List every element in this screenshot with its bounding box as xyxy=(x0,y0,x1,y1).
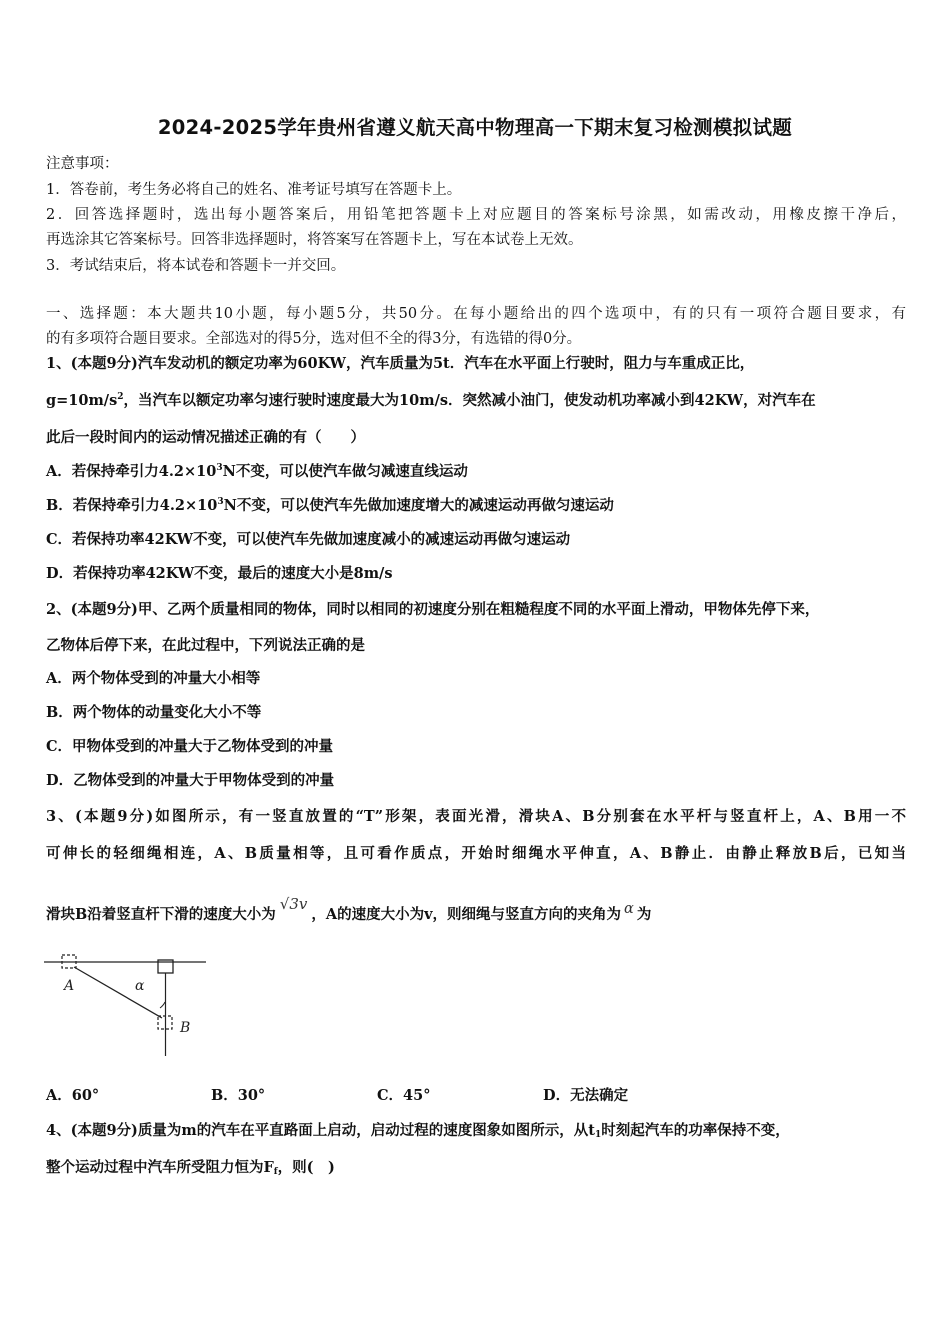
notice-item-3: 3．考试结束后，将本试卷和答题卡一并交回。 xyxy=(46,258,346,274)
q4-stem-line-2: 整个运动过程中汽车所受阻力恒为$F_f$，则( ) xyxy=(46,1159,335,1177)
q2-option-d: D．乙物体受到的冲量大于甲物体受到的冲量 xyxy=(46,772,335,789)
q3-stem-line-1: 3、(本题9分)如图所示，有一竖直放置的“T”形架，表面光滑，滑块A、B分别套在水平杆与竖直杆上，A、B用一不 xyxy=(46,808,906,825)
alpha-symbol: α xyxy=(624,901,634,917)
notice-item-2: 2．回答选择题时，选出每小题答案后，用铅笔把答题卡上对应题目的答案标号涂黑，如需改动，用橡皮擦干净后， xyxy=(46,207,906,223)
q3-stem-line-2: 可伸长的轻细绳相连，A、B质量相等，且可看作质点，开始时细绳水平伸直，A、B静止．由静止释放B后，已知当 xyxy=(46,845,906,862)
section-instructions-line-1: 一、选择题：本大题共10小题，每小题5分，共50分。在每小题给出的四个选项中，有的只有一项符合题目要求，有 xyxy=(46,306,906,322)
angle-arc xyxy=(160,1002,165,1008)
rope xyxy=(74,967,162,1018)
q1-stem-line-2: $g=10m/s^2$，当汽车以额定功率匀速行驶时速度最大为10m/s．突然减小油门，使发动机功率减小到42KW，对汽车在 xyxy=(46,392,816,409)
q2-option-a: A．两个物体受到的冲量大小相等 xyxy=(46,670,261,687)
q1-stem-line-3: 此后一段时间内的运动情况描述正确的有（ ） xyxy=(46,429,365,446)
q1-stem-line-1: 1、(本题9分)汽车发动机的额定功率为60KW，汽车质量为5t．汽车在水平面上行驶时，阻力与车重成正比， xyxy=(46,355,755,372)
q3-option-a: A．60° xyxy=(46,1087,100,1104)
label-a: A xyxy=(64,978,75,994)
notice-item-1: 1．答卷前，考生务必将自己的姓名、准考证号填写在答题卡上。 xyxy=(46,182,462,198)
q1-option-b: B．若保持牵引力$4.2\times 10^3N$不变，可以使汽车先做加速度增大的减速运动再做匀速运动 xyxy=(46,497,614,514)
q1-option-d: D．若保持功率42KW不变，最后的速度大小是8m/s xyxy=(46,565,393,582)
q4-stem-line-1: 4、(本题9分)质量为m的汽车在平直路面上启动，启动过程的速度图象如图所示，从$t_1$时刻起汽车的功率保持不变， xyxy=(46,1122,790,1140)
q3-option-d: D．无法确定 xyxy=(543,1087,629,1104)
q1-option-a: A．若保持牵引力$4.2\times 10^3N$不变，可以使汽车做匀减速直线运动 xyxy=(46,463,468,480)
exam-title: 2024-2025学年贵州省遵义航天高中物理高一下期末复习检测模拟试题 xyxy=(157,116,793,139)
q2-stem-line-2: 乙物体后停下来，在此过程中，下列说法正确的是 xyxy=(46,637,365,654)
notice-heading: 注意事项： xyxy=(46,156,119,172)
q2-option-c: C．甲物体受到的冲量大于乙物体受到的冲量 xyxy=(46,738,334,755)
label-b: B xyxy=(180,1020,191,1036)
q1-option-c: C．若保持功率42KW不变，可以使汽车先做加速度减小的减速运动再做匀速运动 xyxy=(46,531,571,548)
q3-stem-line-3: 滑块B沿着竖直杆下滑的速度大小为√3v，A的速度大小为v，则细绳与竖直方向的夹角为 α 为 xyxy=(46,895,652,923)
label-alpha: α xyxy=(135,978,145,994)
q2-stem-line-1: 2、(本题9分)甲、乙两个质量相同的物体，同时以相同的初速度分别在粗糙程度不同的水平面上滑动，甲物体先停下来， xyxy=(46,601,820,618)
notice-item-2-cont: 再选涂其它答案标号。回答非选择题时，将答案写在答题卡上，写在本试卷上无效。 xyxy=(46,232,583,248)
q2-option-b: B．两个物体的动量变化大小不等 xyxy=(46,704,262,721)
q3-option-b: B．30° xyxy=(211,1087,266,1104)
q3-option-c: C．45° xyxy=(377,1087,431,1104)
q3-t-frame-figure xyxy=(40,950,215,1062)
sqrt3v-formula: √3v xyxy=(279,895,308,913)
section-instructions-line-2: 的有多项符合题目要求。全部选对的得5分，选对但不全的得3分，有选错的得0分。 xyxy=(46,331,582,347)
